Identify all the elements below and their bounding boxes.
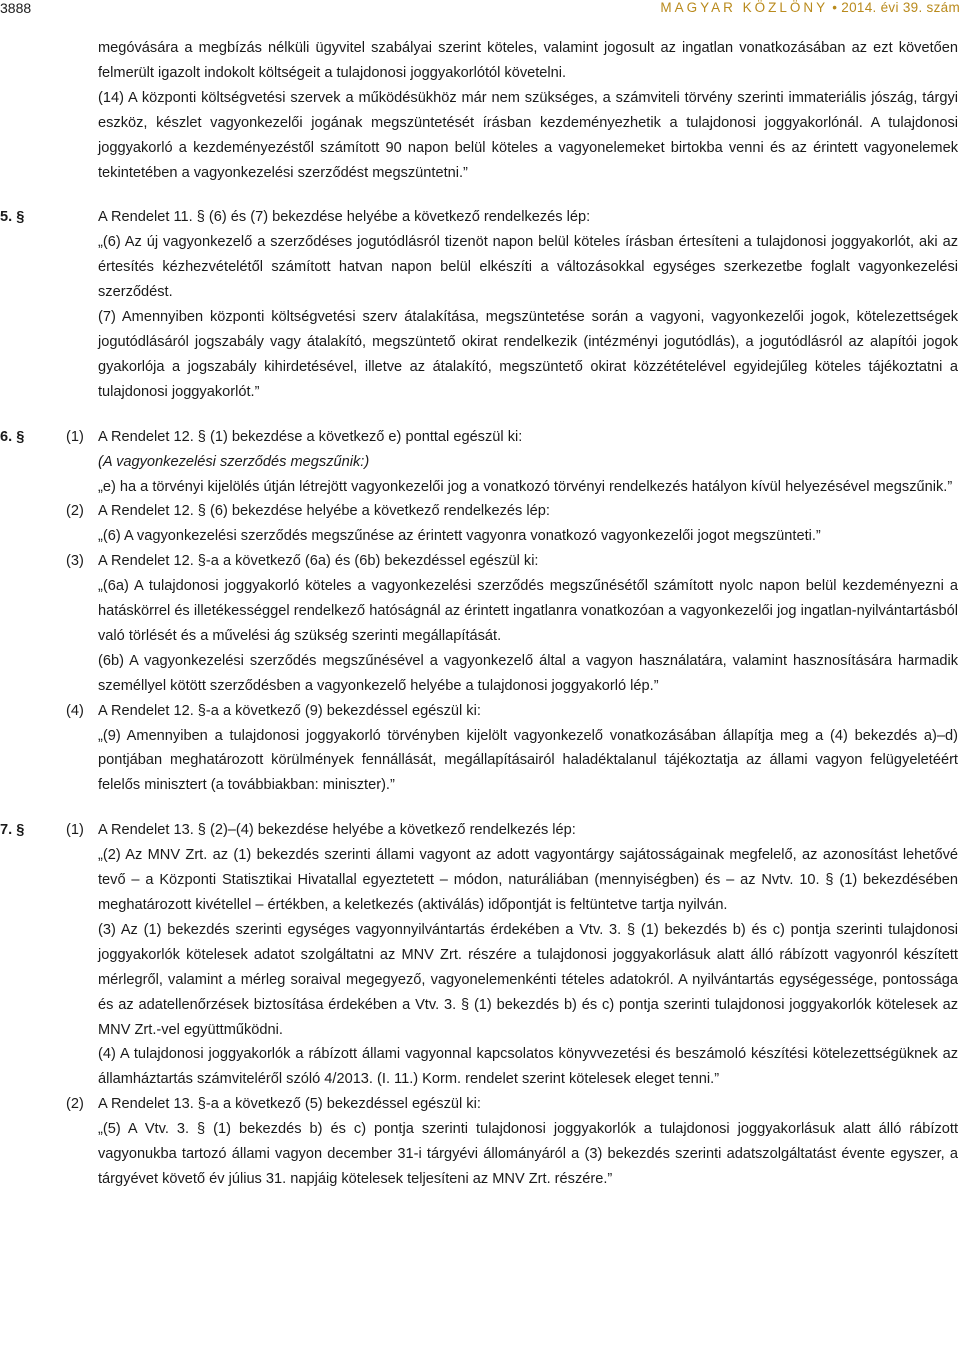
running-title (660, 0, 960, 15)
amendment-text (0, 230, 960, 305)
amendment-text (0, 918, 960, 1043)
paragraph-text: „(6) Az új vagyonkezelő a szerződéses jogutódlásról tizenöt napon belül köteles írásban értesíteni a tulajdonosi joggyakorlót, aki az értesítés kézhezvételétől számított hatvan napon belül elkészíti a változásokkal egységes szerkezetbe foglalt vagyonkezelési szerződést. (98, 234, 958, 301)
subsection-number: (1) (66, 428, 84, 445)
amendment-text (0, 574, 960, 649)
paragraph-text: (A vagyonkezelési szerződés megszűnik:) (98, 453, 370, 470)
paragraph-text: A Rendelet 11. § (6) és (7) bekezdése helyébe a következő rendelkezés lép: (98, 209, 591, 226)
paragraph-text: „(6a) A tulajdonosi joggyakorló köteles a vagyonkezelési szerződés megszűnésétől számított nyolc napon belül kezdeményezni a hatáskörrel és illetékességgel rendelkező hatóságnál az érintett ingatlanra vonatkozóan a vagyonkezelői jog ingatlan-nyilvántartásból való törlését és a művelési ág szükség szerinti megállapítását. (98, 578, 958, 644)
paragraph-text: „e) ha a törvényi kijelölés útján létrejött vagyonkezelői jog a vonatkozó törvényi rendelkezés hatályon kívül helyezésével megszűnik.” (98, 478, 953, 495)
section-number: 5. § (0, 209, 25, 226)
document-body (0, 36, 960, 1192)
paragraph-text: A Rendelet 12. § (6) bekezdése helyébe a következő rendelkezés lép: (98, 503, 550, 520)
page-header (0, 0, 960, 22)
amendment-text (0, 843, 960, 918)
amendment-instruction (0, 818, 960, 843)
amendment-instruction (0, 499, 960, 524)
paragraph-text: (6b) A vagyonkezelési szerződés megszűnésével a vagyonkezelő által a vagyon használatára, valamint hasznosítására harmadik személlyel kötött szerződésben a vagyonkezelő helyébe a tulajdonosi joggyakorló lép.” (98, 652, 958, 694)
paragraph-text: (4) A tulajdonosi joggyakorlók a rábízott állami vagyonnal kapcsolatos könyvvezetési és beszámoló készítési kötelezettségüknek az államháztartás számviteléről szóló 4/2013. (I. 11.) Korm. rendelet szerint kötelesek eleget tenni.” (98, 1046, 958, 1088)
section-number: 7. § (0, 822, 25, 839)
amendment-text (0, 1117, 960, 1192)
paragraph-text: A Rendelet 12. §-a a következő (9) bekezdéssel egészül ki: (98, 702, 481, 719)
issue-label: 2014. évi 39. szám (841, 0, 960, 15)
subsection-number: (2) (66, 1096, 84, 1113)
amendment-text (0, 305, 960, 405)
amendment-text (0, 1042, 960, 1092)
paragraph-text: „(9) Amennyiben a tulajdonosi joggyakorló törvényben kijelölt vagyonkezelő vonatkozásában állapítja meg a (4) bekezdés a)–d) pontjában meghatározott körülmények fennállását, megállapításairól haladéktalanul tájékoztatja az állami vagyon felügyeletéért felelős minisztert (a továbbiakban: miniszter).” (98, 727, 958, 794)
paragraph-text: (3) Az (1) bekezdés szerinti egységes vagyonnyilvántartás érdekében a Vtv. 3. § (1) bekezdés b) és c) pontja szerinti tulajdonosi joggyakorlók kötelesek adatot szolgáltatni az MNV Zrt. részére a tulajdonosi joggyakorlásuk alatt álló rábízott vagyonról készített mérlegről, valamint a mérleg soraival megegyező, vagyonelemenkénti tételes adatokról. A nyilvántartás egységessége, pontossága és az adatellenőrzések biztosítása érdekében a Vtv. 3. § (1) bekezdés b) és c) pontja szerinti tulajdonosi joggyakorlók kötelesek az MNV Zrt.-vel együttműködni. (98, 921, 958, 1038)
amendment-text (0, 475, 960, 500)
paragraph-text: „(5) A Vtv. 3. § (1) bekezdés b) és c) pontja szerinti tulajdonosi joggyakorlók a tulajdonosi joggyakorlásuk alatt álló rábízott vagyonukba tartozó állami vagyon december 31-i tárgyévi állományáról a (3) bekezdés szerinti adatszolgáltatást évente egyszer, a tárgyévet követő év július 31. napjáig kötelesek teljesíteni az MNV Zrt. részére.” (98, 1121, 958, 1187)
amendment-instruction (0, 205, 960, 230)
amendment-instruction (0, 1092, 960, 1117)
paragraph-text: (7) Amennyiben központi költségvetési szerv átalakítása, megszüntetése során a vagyoni, vagyonkezelői jogok, kötelezettségek jogutódlásáról jogszabály vagy átalakító, megszüntető okirat rendelkezik (intézményi jogutódlás), a jogutódlásról az alapítói jogok gyakorlója a jogszabály kihirdetésével, illetve az átalakító, megszüntető okirat közzétételével egyidejűleg köteles tájékoztatni a tulajdonosi joggyakorlót.” (98, 309, 958, 400)
paragraph-text: A Rendelet 12. § (1) bekezdése a következő e) ponttal egészül ki: (98, 428, 523, 445)
page-number: 3888 (0, 0, 32, 16)
paragraph-text: A Rendelet 13. §-a a következő (5) bekezdéssel egészül ki: (98, 1096, 481, 1113)
subsection-number: (3) (66, 553, 84, 570)
section-spacer (0, 185, 960, 205)
paragraph-continuation: megóvására a megbízás nélküli ügyvitel szabályai szerint köteles, valamint jogosult az ingatlan vonatkozásában az ezt követően felmerült igazolt indokolt költségeit a tulajdonosi joggyakorlótól követelni. (98, 40, 958, 81)
subsection-number: (1) (66, 822, 84, 839)
sections (0, 205, 960, 1191)
section (0, 425, 960, 799)
amendment-text (0, 524, 960, 549)
paragraph-text: „(6) A vagyonkezelési szerződés megszűnése az érintett vagyonra vonatkozó vagyonkezelői jogot megszünteti.” (98, 528, 821, 545)
paragraph-14: (14) A központi költségvetési szervek a működésükhöz már nem szükséges, a számviteli törvény szerinti immateriális jószág, tárgyi eszköz, készlet vagyonkezelői jogának megszüntetését írásban kezdeményezhetik a tulajdonosi joggyakorlónál. A tulajdonosi joggyakorló a kezdeményezéstől számított 90 napon belül köteles a vagyonelemeket birtokba venni és az érintett vagyonelemek tekintetében a vagyonkezelési szerződést megszüntetni.” (98, 89, 958, 181)
paragraph-text: A Rendelet 13. § (2)–(4) bekezdése helyébe a következő rendelkezés lép: (98, 822, 576, 839)
publication-name: MAGYAR KÖZLÖNY (660, 0, 829, 15)
subsection-number: (4) (66, 702, 84, 719)
amendment-text (0, 724, 960, 799)
subsection-number: (2) (66, 503, 84, 520)
amendment-text (0, 450, 960, 475)
section-number: 6. § (0, 428, 25, 445)
paragraph-text: A Rendelet 12. §-a a következő (6a) és (6b) bekezdéssel egészül ki: (98, 553, 539, 570)
section-spacer (0, 798, 960, 818)
amendment-instruction (0, 699, 960, 724)
section (0, 205, 960, 404)
paragraph-text: „(2) Az MNV Zrt. az (1) bekezdés szerinti állami vagyont az adott vagyontárgy sajátosságainak megfelelő, az azonosítást lehetővé tevő – a Központi Statisztikai Hivatallal egyeztetett – módon, naturáliában (mennyiségben) és – az Nvtv. 10. § (1) bekezdésében meghatározott kivétellel – értékben, a keletkezés (aktiválás) időpontját is feltüntetve tartja nyilván. (98, 847, 958, 913)
section (0, 818, 960, 1192)
section-spacer (0, 405, 960, 425)
amendment-instruction (0, 425, 960, 450)
amendment-instruction (0, 549, 960, 574)
bullet-separator: • (832, 0, 838, 15)
amendment-text (0, 649, 960, 699)
